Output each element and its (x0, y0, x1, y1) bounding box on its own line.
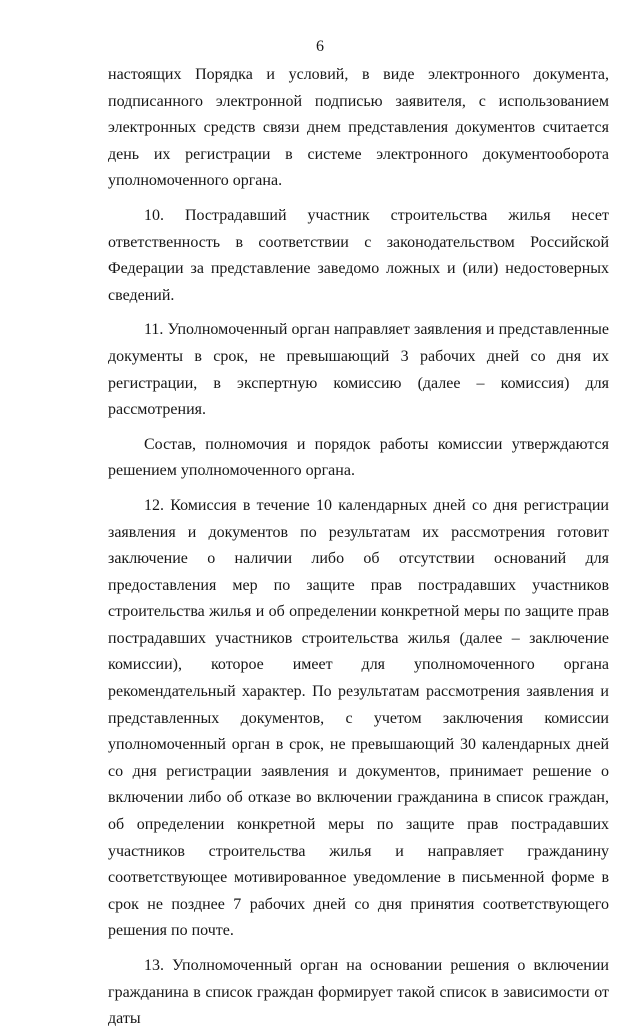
paragraph-11-commission: Состав, полномочия и порядок работы комиссии утверждаются решением уполномоченного органа. (108, 435, 609, 480)
page-number: 6 (316, 38, 324, 55)
paragraph-continuation: настоящих Порядка и условий, в виде электронного документа, подписанного электронной подписью заявителя, с использованием электронных средств связи днем представления документов считается день их регистрации в системе электронного документооборота уполномоченного органа. (108, 66, 609, 190)
paragraph-13: 13. Уполномоченный орган на основании решения о включении гражданина в список граждан формирует такой список в зависимости от даты (108, 957, 609, 1028)
paragraph-11: 11. Уполномоченный орган направляет заявления и представленные документы в срок, не превышающий 3 рабочих дней со дня их регистрации, в экспертную комиссию (далее – комиссия) для рассмотрения. (108, 321, 609, 419)
document-body (108, 62, 609, 1033)
paragraph-10: 10. Пострадавший участник строительства жилья несет ответственность в соответствии с законодательством Российской Федерации за представление заведомо ложных и (или) недостоверных сведений. (108, 206, 609, 304)
paragraph-12: 12. Комиссия в течение 10 календарных дней со дня регистрации заявления и документов по результатам их рассмотрения готовит заключение о наличии либо об отсутствии оснований для предоставления мер по защите прав пострадавших участников строительства жилья и об определении конкретной меры по защите прав пострадавших участников строительства жилья (далее – заключение комиссии), которое имеет для уполномоченного органа рекомендательный характер. По результатам рассмотрения заявления и представленных документов, с учетом заключения комиссии уполномоченный орган в срок, не превышающий 30 календарных дней со дня регистрации заявления и документов, принимает решение о включении либо об отказе во включении гражданина в список граждан, об определении конкретной меры по защите прав пострадавших участников строительства жилья и направляет гражданину соответствующее мотивированное уведомление в письменной форме в срок не позднее 7 рабочих дней со дня принятия соответствующего решения по почте. (108, 496, 609, 940)
